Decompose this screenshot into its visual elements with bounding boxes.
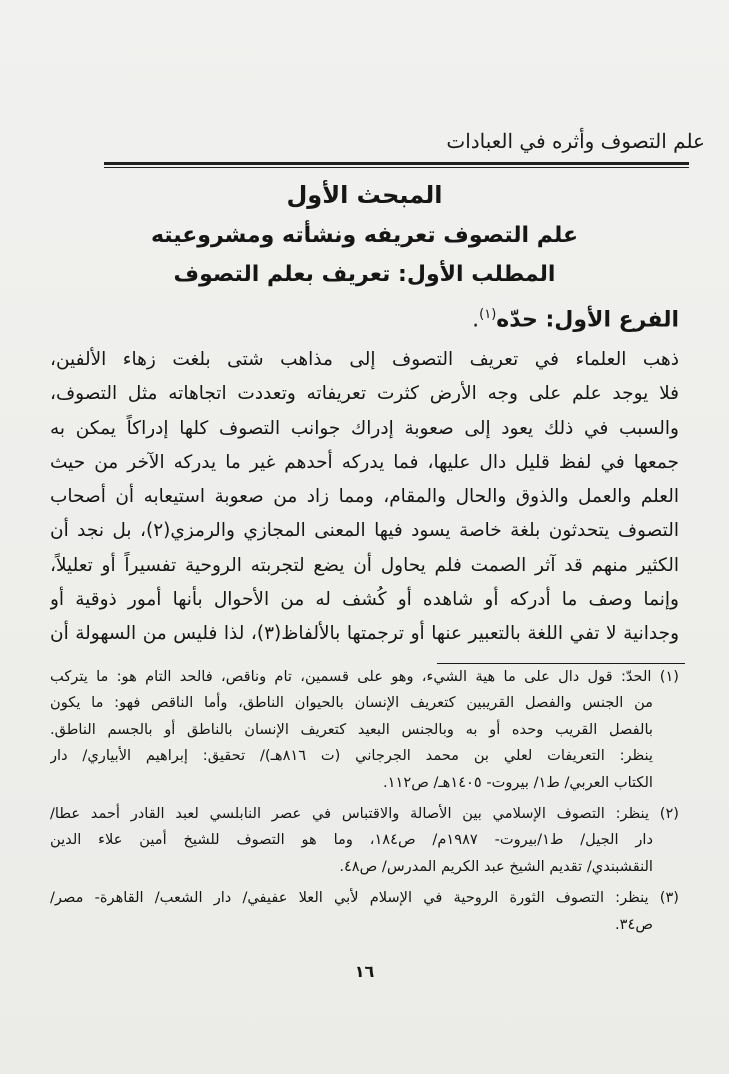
- footnote-1-line: ينظر: التعريفات لعلي بن محمد الجرجاني (ت ٨١٦هـ)/ تحقيق: إبراهيم الأبياري/ دار: [50, 747, 653, 765]
- body-paragraph: [50, 343, 679, 652]
- footnote-2-line: النقشبندي/ تقديم الشيخ عبد الكريم المدرس/ ص٤٨.: [339, 857, 653, 875]
- page-number: ١٦: [354, 962, 375, 981]
- footnote-1-line: بالفصل القريب وحده أو به وبالجنس البعيد كتعريف الإنسان بالناطق أو بالجسم الناطق.: [50, 720, 653, 738]
- running-header: [24, 128, 705, 158]
- demand-heading: [0, 258, 729, 292]
- footnote-2-line: دار الجيل/ ط١/بيروت- ١٩٨٧م/ ص١٨٤، وما هو التصوف للشيخ أمين علاء الدين: [50, 831, 653, 849]
- header-rule: [104, 162, 689, 165]
- body-line: جمعها في لفظ قليل دال عليها، فما يدركه أحدهم غير ما يدركه الآخر من حيث: [50, 451, 679, 473]
- body-line: العلم والعمل والذوق والحال والمقام، ومما زاد من صعوبة استيعابه أن أصحاب: [50, 486, 679, 508]
- chapter-heading: علم التصوف تعريفه ونشأته ومشروعيته: [150, 223, 579, 248]
- footnote-1-line: (١) الحدّ: قول دال على ما هية الشيء، وهو على قسمين، تام وناقص، فالحد التام هو: ما يتركب: [50, 668, 679, 685]
- branch-end: .: [472, 307, 480, 333]
- body-line: فلا يوجد علم على وجه الأرض كثرت تعريفاته وتعددت اتجاهاته مثل التصوف،: [50, 383, 679, 405]
- demand-text: : تعريف بعلم التصوف: [173, 262, 407, 287]
- footnote-1-line: الكتاب العربي/ ط١/ بيروت- ١٤٠٥هـ/ ص١١٢.: [383, 773, 653, 791]
- body-line: وإنما وصف ما أدركه أو شاهده أو كُشف له من الأحوال بأنها أمور ذوقية أو: [50, 589, 679, 611]
- footnote-3-line: (٣) ينظر: التصوف الثورة الروحية في الإسلام لأبي العلا عفيفي/ دار الشعب/ القاهرة- مصر/: [50, 889, 679, 907]
- body-line: والسبب في ذلك يعود إلى صعوبة إدراك جوانب التصوف كلها إدراكاً يمكن به: [50, 417, 679, 439]
- demand-label: المطلب الأول: [406, 262, 556, 287]
- header-rule-thin: [104, 167, 689, 168]
- footnotes: [50, 664, 679, 938]
- body-line: ذهب العلماء في تعريف التصوف إلى مذاهب شتى بلغت زهاء الألفين،: [50, 349, 679, 370]
- body-line: الكثير منهم قد آثر الصمت فلم يحاول أن يضع لتجربته الروحية تفسيراً أو تعليلاً،: [50, 554, 679, 576]
- footnote-1-line: من الجنس والفصل القريبين كتعريف الإنسان بالحيوان الناطق، وأما الناقص فهو: ما يكون: [50, 694, 653, 712]
- body-line: التصوف يتحدثون بلغة خاصة يسود فيها المعنى المجازي والرمزي(٢)، بل نجد أن: [50, 520, 679, 542]
- branch-footnote-ref: (١): [479, 307, 497, 322]
- branch-label: الفرع الأول: [554, 307, 679, 333]
- running-header-title: علم التصوف وأثره في العبادات: [446, 129, 705, 153]
- body-line: وجدانية لا تفي اللغة بالتعبير عنها أو ترجمتها بالألفاظ(٣)، لذا فليس من السهولة أن: [50, 623, 679, 645]
- footnote-2-line: (٢) ينظر: التصوف الإسلامي بين الأصالة والاقتباس في عصر النابلسي لعبد القادر أحمد عطا/: [50, 804, 679, 822]
- footnote-3-line: ص٣٤.: [615, 915, 653, 933]
- branch-heading: [472, 298, 679, 337]
- section-heading: المبحث الأول: [286, 181, 443, 209]
- branch-text: : حدّه: [496, 307, 555, 333]
